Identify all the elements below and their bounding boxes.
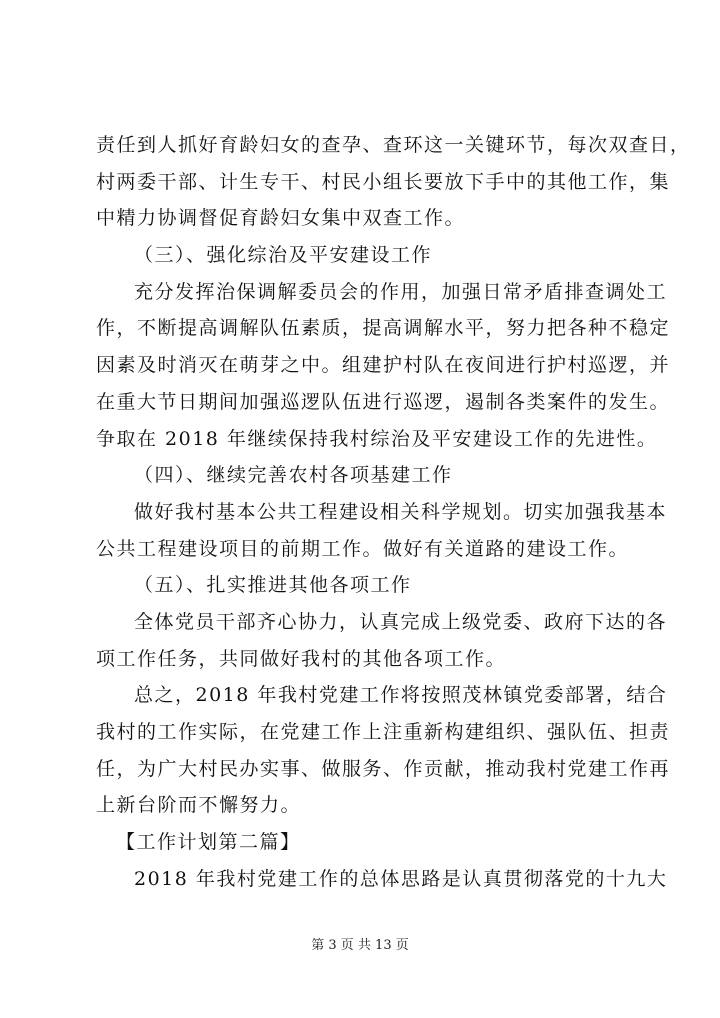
paragraph-line: 中精力协调督促育龄妇女集中双查工作。 bbox=[96, 207, 466, 230]
paragraph-line: 责任到人抓好育龄妇女的查孕、查环这一关键环节，每次双查日， bbox=[96, 134, 691, 156]
paragraph-line: 总之，2018 年我村党建工作将按照茂林镇党委部署，结合 bbox=[134, 684, 668, 707]
paragraph-line: 任，为广大村民办实事、做服务、作贡献，推动我村党建工作再 bbox=[96, 757, 671, 780]
section-heading-3: （三）、强化综治及平安建设工作 bbox=[134, 244, 433, 267]
paragraph-line: 做好我村基本公共工程建设相关科学规划。切实加强我基本 bbox=[134, 500, 668, 523]
paragraph-line: 充分发挥治保调解委员会的作用，加强日常矛盾排查调处工 bbox=[134, 280, 668, 303]
paragraph-line: 上新台阶而不懈努力。 bbox=[96, 794, 302, 817]
paragraph-line: 作，不断提高调解队伍素质，提高调解水平，努力把各种不稳定 bbox=[96, 317, 671, 340]
page-number: 第 3 页 共 13 页 bbox=[311, 938, 409, 953]
paragraph-line: 争取在 2018 年继续保持我村综治及平安建设工作的先进性。 bbox=[96, 427, 658, 450]
paragraph-line: 我村的工作实际，在党建工作上注重新构建组织、强队伍、担责 bbox=[96, 721, 671, 743]
paragraph-line: 公共工程建设项目的前期工作。做好有关道路的建设工作。 bbox=[96, 537, 630, 560]
paragraph-line: 项工作任务，共同做好我村的其他各项工作。 bbox=[96, 647, 507, 670]
document-body bbox=[96, 127, 691, 897]
paragraph-line: 全体党员干部齐心协力，认真完成上级党委、政府下达的各 bbox=[134, 610, 668, 633]
paragraph-line: 村两委干部、计生专干、村民小组长要放下手中的其他工作，集 bbox=[96, 170, 671, 193]
paragraph-line: 2018 年我村党建工作的总体思路是认真贯彻落党的十九大 bbox=[134, 867, 668, 890]
section-heading-5: （五）、扎实推进其他各项工作 bbox=[134, 574, 412, 597]
paragraph-line: 因素及时消灭在萌芽之中。组建护村队在夜间进行护村巡逻，并 bbox=[96, 354, 671, 377]
section-heading-4: （四）、继续完善农村各项基建工作 bbox=[134, 464, 453, 487]
paragraph-line: 在重大节日期间加强巡逻队伍进行巡逻，遏制各类案件的发生。 bbox=[96, 390, 671, 413]
chapter-heading: 【工作计划第二篇】 bbox=[116, 831, 301, 854]
